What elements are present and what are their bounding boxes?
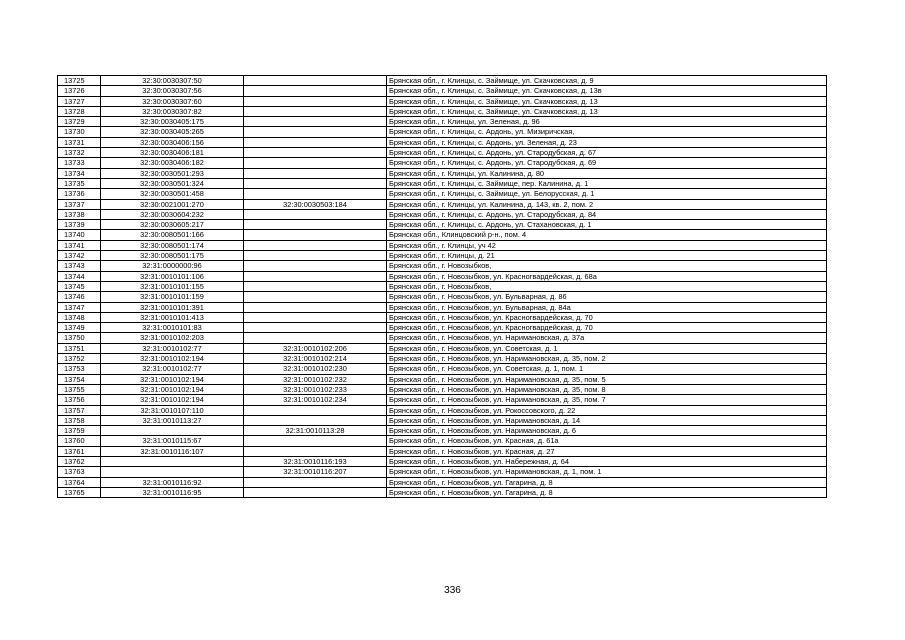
address-cell: Брянская обл., г. Новозыбков, ул. Наримановская, д. 1, пом. 1 [387,467,827,477]
table-row [58,302,827,312]
cadastral-number-cell: 32:31:0010101:391 [101,302,244,312]
related-cadastral-number-cell [244,271,387,281]
row-number-cell: 13746 [58,292,101,302]
address-cell: Брянская обл., г. Новозыбков, [387,281,827,291]
table-row [58,364,827,374]
table-row [58,117,827,127]
table-row [58,189,827,199]
row-number-cell: 13751 [58,343,101,353]
table-row [58,220,827,230]
address-cell: Брянская обл., Клинцовский р-н., пом. 4 [387,230,827,240]
cadastral-number-cell [101,467,244,477]
table-row [58,240,827,250]
related-cadastral-number-cell [244,333,387,343]
cadastral-number-cell: 32:30:0030405:265 [101,127,244,137]
address-cell: Брянская обл., г. Новозыбков, ул. Красногвардейская, д. 68а [387,271,827,281]
row-number-cell: 13741 [58,240,101,250]
address-cell: Брянская обл., г. Клинцы, с. Ардонь, ул. Стародубская, д. 67 [387,148,827,158]
related-cadastral-number-cell [244,148,387,158]
cadastral-number-cell [101,456,244,466]
row-number-cell: 13732 [58,148,101,158]
table-row [58,158,827,168]
table-row [58,178,827,188]
cadastral-number-cell: 32:30:0030406:182 [101,158,244,168]
cadastral-number-cell: 32:30:0080501:175 [101,251,244,261]
row-number-cell: 13749 [58,323,101,333]
related-cadastral-number-cell [244,477,387,487]
related-cadastral-number-cell [244,446,387,456]
row-number-cell: 13729 [58,117,101,127]
cadastral-number-cell: 32:30:0030406:181 [101,148,244,158]
related-cadastral-number-cell [244,127,387,137]
register-table [57,75,827,498]
row-number-cell: 13737 [58,199,101,209]
table-row [58,312,827,322]
cadastral-number-cell: 32:31:0010115:67 [101,436,244,446]
address-cell: Брянская обл., г. Новозыбков, ул. Красная, д. 27 [387,446,827,456]
row-number-cell: 13740 [58,230,101,240]
row-number-cell: 13756 [58,395,101,405]
address-cell: Брянская обл., г. Новозыбков, ул. Красная, д. 61а [387,436,827,446]
cadastral-number-cell: 32:31:0010102:77 [101,343,244,353]
address-cell: Брянская обл., г. Клинцы, с. Займище, ул. Скачковская, д. 13 [387,96,827,106]
cadastral-number-cell: 32:31:0010116:107 [101,446,244,456]
address-cell: Брянская обл., г. Новозыбков, ул. Наримановская, д. 37а [387,333,827,343]
row-number-cell: 13731 [58,137,101,147]
row-number-cell: 13765 [58,487,101,497]
related-cadastral-number-cell [244,312,387,322]
table-row [58,96,827,106]
table-row [58,405,827,415]
page-number: 336 [444,585,461,596]
cadastral-number-cell: 32:30:0030307:82 [101,106,244,116]
cadastral-number-cell: 32:31:0010101:413 [101,312,244,322]
related-cadastral-number-cell: 32:31:0010113:28 [244,426,387,436]
related-cadastral-number-cell [244,117,387,127]
cadastral-number-cell: 32:30:0030501:458 [101,189,244,199]
address-cell: Брянская обл., г. Новозыбков, ул. Наримановская, д. 35, пом. 7 [387,395,827,405]
cadastral-number-cell [101,426,244,436]
cadastral-number-cell: 32:30:0030501:293 [101,168,244,178]
address-cell: Брянская обл., г. Клинцы, ул. Калинина, д. 80 [387,168,827,178]
address-cell: Брянская обл., г. Новозыбков, ул. Советская, д. 1 [387,343,827,353]
row-number-cell: 13728 [58,106,101,116]
related-cadastral-number-cell [244,405,387,415]
related-cadastral-number-cell [244,158,387,168]
related-cadastral-number-cell: 32:31:0010102:232 [244,374,387,384]
table-row [58,467,827,477]
row-number-cell: 13745 [58,281,101,291]
cadastral-number-cell: 32:31:0010102:77 [101,364,244,374]
related-cadastral-number-cell: 32:31:0010102:234 [244,395,387,405]
table-row [58,333,827,343]
address-cell: Брянская обл., г. Клинцы, с. Ардонь, ул. Зеленая, д. 23 [387,137,827,147]
related-cadastral-number-cell: 32:31:0010102:214 [244,354,387,364]
row-number-cell: 13759 [58,426,101,436]
row-number-cell: 13763 [58,467,101,477]
cadastral-number-cell: 32:30:0021001:270 [101,199,244,209]
cadastral-number-cell: 32:31:0000000:96 [101,261,244,271]
address-cell: Брянская обл., г. Новозыбков, ул. Наримановская, д. 35, пом. 5 [387,374,827,384]
row-number-cell: 13742 [58,251,101,261]
table-row [58,137,827,147]
row-number-cell: 13761 [58,446,101,456]
address-cell: Брянская обл., г. Клинцы, с. Займище, ул. Скачковская, д. 13 [387,106,827,116]
address-cell: Брянская обл., г. Новозыбков, ул. Красногвардейская, д. 70 [387,323,827,333]
row-number-cell: 13730 [58,127,101,137]
cadastral-number-cell: 32:31:0010107:110 [101,405,244,415]
table-row [58,86,827,96]
address-cell: Брянская обл., г. Новозыбков, ул. Красногвардейская, д. 70 [387,312,827,322]
address-cell: Брянская обл., г. Клинцы, ул. Калинина, д. 143, кв. 2, пом. 2 [387,199,827,209]
cadastral-number-cell: 32:30:0030605:217 [101,220,244,230]
cadastral-number-cell: 32:31:0010102:194 [101,384,244,394]
address-cell: Брянская обл., г. Клинцы, с. Ардонь, ул. Стародубская, д. 69 [387,158,827,168]
row-number-cell: 13748 [58,312,101,322]
address-cell: Брянская обл., г. Клинцы, д. 21 [387,251,827,261]
table-row [58,127,827,137]
related-cadastral-number-cell [244,76,387,86]
address-cell: Брянская обл., г. Новозыбков, ул. Наримановская, д. 14 [387,415,827,425]
address-cell: Брянская обл., г. Новозыбков, ул. Советская, д. 1, пом. 1 [387,364,827,374]
table-row [58,374,827,384]
cadastral-number-cell: 32:31:0010102:203 [101,333,244,343]
row-number-cell: 13743 [58,261,101,271]
cadastral-number-cell: 32:31:0010116:95 [101,487,244,497]
table-row [58,230,827,240]
cadastral-number-cell: 32:31:0010101:155 [101,281,244,291]
table-row [58,426,827,436]
row-number-cell: 13750 [58,333,101,343]
table-row [58,271,827,281]
related-cadastral-number-cell [244,487,387,497]
cadastral-number-cell: 32:31:0010102:194 [101,354,244,364]
cadastral-number-cell: 32:30:0030406:156 [101,137,244,147]
related-cadastral-number-cell [244,137,387,147]
table-row [58,395,827,405]
address-cell: Брянская обл., г. Клинцы, с. Ардонь, ул. Стародубская, д. 84 [387,209,827,219]
table-row [58,323,827,333]
related-cadastral-number-cell [244,323,387,333]
address-cell: Брянская обл., г. Клинцы, уч 42 [387,240,827,250]
related-cadastral-number-cell: 32:30:0030503:184 [244,199,387,209]
address-cell: Брянская обл., г. Клинцы, с. Займище, ул. Скачковская, д. 13в [387,86,827,96]
table-row [58,415,827,425]
table-row [58,281,827,291]
related-cadastral-number-cell [244,106,387,116]
address-cell: Брянская обл., г. Клинцы, с. Ардонь, ул. Мизиричская, [387,127,827,137]
row-number-cell: 13727 [58,96,101,106]
table-row [58,106,827,116]
address-cell: Брянская обл., г. Клинцы, с. Займище, ул. Белорусская, д. 1 [387,189,827,199]
row-number-cell: 13736 [58,189,101,199]
table-body [58,76,827,498]
related-cadastral-number-cell: 32:31:0010102:233 [244,384,387,394]
address-cell: Брянская обл., г. Новозыбков, ул. Бульварная, д. 84а [387,302,827,312]
cadastral-number-cell: 32:30:0030501:324 [101,178,244,188]
address-cell: Брянская обл., г. Клинцы, ул. Зеленая, д. 96 [387,117,827,127]
cadastral-number-cell: 32:31:0010101:159 [101,292,244,302]
cadastral-number-cell: 32:31:0010102:194 [101,395,244,405]
address-cell: Брянская обл., г. Новозыбков, ул. Наримановская, д. 35, пом. 2 [387,354,827,364]
row-number-cell: 13725 [58,76,101,86]
address-cell: Брянская обл., г. Новозыбков, ул. Бульварная, д. 86 [387,292,827,302]
cadastral-number-cell: 32:31:0010101:106 [101,271,244,281]
row-number-cell: 13762 [58,456,101,466]
table-row [58,384,827,394]
related-cadastral-number-cell: 32:31:0010116:207 [244,467,387,477]
cadastral-number-cell: 32:30:0030604:232 [101,209,244,219]
cadastral-number-cell: 32:30:0030307:50 [101,76,244,86]
row-number-cell: 13734 [58,168,101,178]
related-cadastral-number-cell [244,178,387,188]
address-cell: Брянская обл., г. Новозыбков, ул. Наримановская, д. 35, пом. 8 [387,384,827,394]
table-row [58,148,827,158]
row-number-cell: 13726 [58,86,101,96]
related-cadastral-number-cell [244,168,387,178]
table-row [58,354,827,364]
table-row [58,343,827,353]
row-number-cell: 13752 [58,354,101,364]
related-cadastral-number-cell: 32:31:0010116:193 [244,456,387,466]
table-row [58,261,827,271]
address-cell: Брянская обл., г. Новозыбков, ул. Наримановская, д. 6 [387,426,827,436]
related-cadastral-number-cell: 32:31:0010102:206 [244,343,387,353]
cadastral-number-cell: 32:30:0080501:166 [101,230,244,240]
cadastral-number-cell: 32:30:0030307:56 [101,86,244,96]
related-cadastral-number-cell [244,220,387,230]
row-number-cell: 13755 [58,384,101,394]
related-cadastral-number-cell [244,251,387,261]
related-cadastral-number-cell [244,240,387,250]
cadastral-number-cell: 32:30:0030307:60 [101,96,244,106]
address-cell: Брянская обл., г. Новозыбков, ул. Набережная, д. 64 [387,456,827,466]
related-cadastral-number-cell [244,209,387,219]
related-cadastral-number-cell [244,281,387,291]
table-row [58,477,827,487]
row-number-cell: 13739 [58,220,101,230]
table-row [58,76,827,86]
row-number-cell: 13764 [58,477,101,487]
cadastral-number-cell: 32:31:0010102:194 [101,374,244,384]
table-row [58,292,827,302]
table-row [58,487,827,497]
related-cadastral-number-cell [244,292,387,302]
cadastral-number-cell: 32:30:0030405:175 [101,117,244,127]
table-row [58,168,827,178]
address-cell: Брянская обл., г. Клинцы, с. Займище, пер. Калинина, д. 1 [387,178,827,188]
row-number-cell: 13738 [58,209,101,219]
row-number-cell: 13733 [58,158,101,168]
table-row [58,209,827,219]
table-row [58,251,827,261]
table-row [58,446,827,456]
cadastral-number-cell: 32:30:0080501:174 [101,240,244,250]
address-cell: Брянская обл., г. Клинцы, с. Ардонь, ул. Стахановская, д. 1 [387,220,827,230]
address-cell: Брянская обл., г. Новозыбков, ул. Гагарина, д. 8 [387,487,827,497]
row-number-cell: 13760 [58,436,101,446]
related-cadastral-number-cell [244,189,387,199]
cadastral-number-cell: 32:31:0010116:92 [101,477,244,487]
table-row [58,456,827,466]
address-cell: Брянская обл., г. Новозыбков, ул. Гагарина, д. 8 [387,477,827,487]
address-cell: Брянская обл., г. Новозыбков, [387,261,827,271]
related-cadastral-number-cell: 32:31:0010102:230 [244,364,387,374]
related-cadastral-number-cell [244,436,387,446]
cadastral-number-cell: 32:31:0010113:27 [101,415,244,425]
row-number-cell: 13747 [58,302,101,312]
table-row [58,199,827,209]
table-row [58,436,827,446]
related-cadastral-number-cell [244,261,387,271]
related-cadastral-number-cell [244,86,387,96]
row-number-cell: 13744 [58,271,101,281]
row-number-cell: 13735 [58,178,101,188]
row-number-cell: 13753 [58,364,101,374]
address-cell: Брянская обл., г. Новозыбков, ул. Рокоссовского, д. 22 [387,405,827,415]
address-cell: Брянская обл., г. Клинцы, с. Займище, ул. Скачковская, д. 9 [387,76,827,86]
related-cadastral-number-cell [244,415,387,425]
related-cadastral-number-cell [244,230,387,240]
cadastral-number-cell: 32:31:0010101:83 [101,323,244,333]
row-number-cell: 13758 [58,415,101,425]
related-cadastral-number-cell [244,96,387,106]
row-number-cell: 13754 [58,374,101,384]
related-cadastral-number-cell [244,302,387,312]
row-number-cell: 13757 [58,405,101,415]
